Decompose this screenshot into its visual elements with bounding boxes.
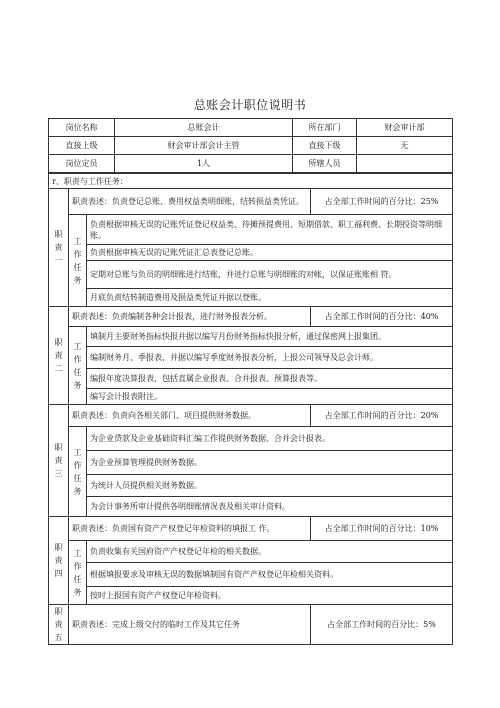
job-description-sheet <box>48 118 452 645</box>
duty-1-desc-row <box>49 189 453 215</box>
duty-5-desc-row <box>49 605 453 645</box>
duty-2-task-label: 工 作 任 务 <box>69 327 87 405</box>
duty-4-desc: 职责表述：负责国有资产产权登记年检资料的填报工 作。 <box>69 517 311 541</box>
duty-4-task-label: 工 作 任 务 <box>69 541 87 605</box>
duty-5-time-share: 占全部工作时间的百分比：5% <box>311 605 453 645</box>
header-row-2 <box>49 137 453 155</box>
duty-3-desc: 职责表述：负责向各相关部门、项目提供财务数据。 <box>69 405 311 427</box>
subordinate-label: 直接下级 <box>293 137 357 155</box>
dept-value: 财会审计部 <box>357 119 453 137</box>
duty-3-number: 职 责 三 <box>49 405 69 517</box>
duty-1-task-2: 负责根据审核无误的记账凭证汇总表登记总账。 <box>49 245 453 261</box>
post-name-value: 总账会计 <box>115 119 293 137</box>
duty-1-time-share: 占全部工作时间的百分比：25% <box>311 189 453 215</box>
duties-table <box>48 173 453 645</box>
duty-3-time-share: 占全部工作时间的百分比：20% <box>311 405 453 427</box>
duty-3-task-3: 为统计人员提供相关财务数据。 <box>49 475 453 497</box>
duty-4-desc-row <box>49 517 453 541</box>
duty-2-time-share: 占全部工作时间的百分比：40% <box>311 307 453 327</box>
quota-value: 1人 <box>115 155 293 173</box>
post-name-label: 岗位名称 <box>49 119 115 137</box>
duty-1-task-4: 月底负责结转制造费用及损益类凭证并据以登账。 <box>49 289 453 307</box>
duty-1-desc: 职责表述：负责登记总账、费用权益类明细账，结转损益类凭证。 <box>69 189 311 215</box>
header-row-3 <box>49 155 453 173</box>
header-row-1 <box>49 119 453 137</box>
section-row <box>49 174 453 189</box>
section-title: r、职责与工作任务： <box>49 174 453 189</box>
superior-label: 直接上级 <box>49 137 115 155</box>
duty-3-task-1: 工 作 任 务 为企业贷款及企业基础资料汇编工作提供财务数据、合并会计报表。 <box>49 427 453 451</box>
duty-3-task-2: 为企业预算管理提供财务数据。 <box>49 451 453 475</box>
duty-2-task-1: 工 作 任 务 填制月主要财务指标快报并据以编写月份财务指标快报分析，通过保密网上报集团。 <box>49 327 453 347</box>
duty-1-task-1: 工 作 任 务 负责根据审核无误的记账凭证登记权益类、待摊预提费用、短期借款、职工福利费、长期投资等明细账。 <box>49 215 453 245</box>
quota-label: 岗位定员 <box>49 155 115 173</box>
page-title: 总账会计职位说明书 <box>193 98 307 112</box>
duty-4-task-1: 工 作 任 务 负责收集有关国府资产产权登记年检的相关数据。 <box>49 541 453 563</box>
dept-label: 所在部门 <box>293 119 357 137</box>
duty-2-desc-row <box>49 307 453 327</box>
duty-3-desc-row <box>49 405 453 427</box>
superior-value: 财会审计部会计主管 <box>115 137 293 155</box>
duty-2-task-4: 编写会计报表附注。 <box>49 389 453 405</box>
jurisdiction-label: 所辖人员 <box>293 155 357 173</box>
duty-4-time-share: 占全部工作时间的百分比：10% <box>311 517 453 541</box>
duty-5-desc: 职责表述：完成上级交付的临时工作及其它任务 <box>69 605 311 645</box>
header-table <box>48 118 453 173</box>
duty-1-number: 职 责 一 <box>49 189 69 307</box>
duty-2-task-2: 编制财务月、季报表，并据以编写季度财务报表分析，上报公司领导及总会计师。 <box>49 347 453 369</box>
duty-1-task-3: 定期对总账与负员的明细账进行结账，并进行总账与明细账的对帐，以保证账账相 符。 <box>49 261 453 289</box>
duty-2-task-3: 编报年度决算报表，包括直属企业报表、合并报表、预算报表等。 <box>49 369 453 389</box>
subordinate-value: 无 <box>357 137 453 155</box>
duty-4-task-3: 按时上报国有资产产权登记年检资料。 <box>49 587 453 605</box>
duty-3-task-label: 工 作 任 务 <box>69 427 87 517</box>
duty-3-task-4: 为会计事务所审计提供各明细账情况表及相关审计资料。 <box>49 497 453 517</box>
duty-5-number: 职 责 五 <box>49 605 69 645</box>
jurisdiction-value <box>357 155 453 173</box>
duty-4-task-2: 根据填报要求及审核无误的数据填制国有资产产权登记年检相关资料。 <box>49 563 453 587</box>
duty-4-number: 职 责 四 <box>49 517 69 605</box>
duty-1-task-label: 工 作 任 务 <box>69 215 87 307</box>
duty-2-number: 职 责 二 <box>49 307 69 405</box>
duty-2-desc: 职责表述：负责编制各种会计报表，进行财务报表分析。 <box>69 307 311 327</box>
